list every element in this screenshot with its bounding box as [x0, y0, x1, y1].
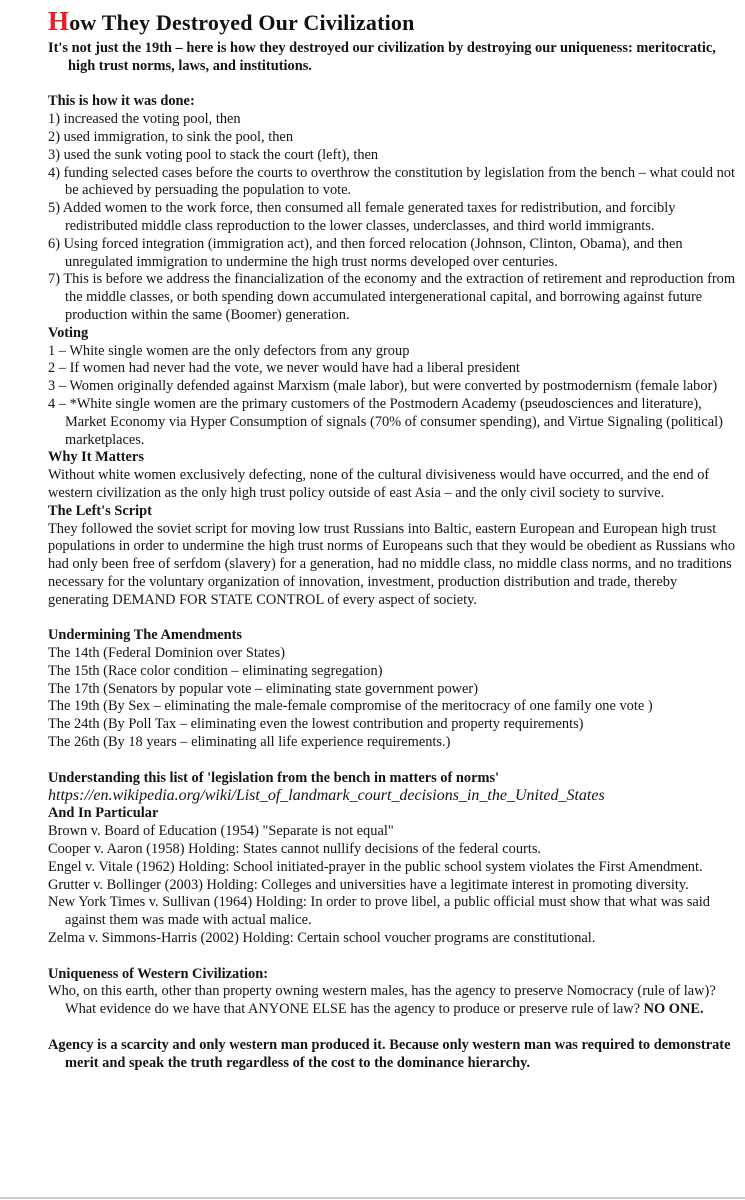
page-title	[48, 7, 736, 37]
heading-how-it-was-done: This is how it was done:	[48, 93, 195, 110]
heading-amendments: Undermining The Amendments	[48, 627, 243, 644]
case-item-cooper: Cooper v. Aaron (1958) Holding: States cannot nullify decisions of the federal courts.	[48, 841, 542, 858]
uniqueness-paragraph	[48, 983, 736, 1019]
amendment-item-17th: The 17th (Senators by popular vote – eliminating state government power)	[48, 680, 479, 697]
intro-paragraph: It's not just the 19th – here is how they destroyed our civilization by destroying our uniqueness: meritocratic, high trust norms, laws, and institutions.	[48, 40, 716, 74]
heading-and-in-particular: And In Particular	[48, 805, 159, 822]
amendment-item-26th: The 26th (By 18 years – eliminating all life experience requirements.)	[48, 734, 451, 751]
heading-voting: Voting	[48, 324, 89, 341]
lefts-script-paragraph: They followed the soviet script for moving low trust Russians into Baltic, eastern European and European high trust populations in order to undermine the high trust norms of Europeans such that they would be obedient as Russians who had only been free of serfdom (slavery) for a generation, had no middle class, no middle class norms, and no traditions necessary for the voluntary organization of innovation, investment, production distribution and trade, thereby generating DEMAND FOR STATE CONTROL of every aspect of society.	[48, 520, 736, 608]
amendment-item-24th: The 24th (By Poll Tax – eliminating even the lowest contribution and property requirements)	[48, 716, 584, 733]
amendment-item-15th: The 15th (Race color condition – eliminating segregation)	[48, 662, 383, 679]
bottom-divider	[0, 1197, 745, 1199]
case-item-nyt: New York Times v. Sullivan (1964) Holding: In order to prove libel, a public official must show that what was said against them was made with actual malice.	[48, 894, 710, 929]
heading-understanding: Understanding this list of 'legislation from the bench in matters of norms'	[48, 769, 500, 786]
wikipedia-link[interactable]: https://en.wikipedia.org/wiki/List_of_landmark_court_decisions_in_the_United_States	[48, 787, 605, 805]
uniqueness-emphasis: NO ONE.	[643, 1001, 704, 1018]
why-it-matters-paragraph: Without white women exclusively defecting, none of the cultural divisiveness would have occurred, and the end of western civilization as the only high trust policy outside of east Asia – and the only civil society to survive.	[48, 467, 710, 501]
done-item-4: 4) funding selected cases before the courts to overthrow the constitution by legislation from the bench – what could not be achieved by persuading the population to vote.	[48, 164, 735, 199]
done-item-7: 7) This is before we address the financialization of the economy and the extraction of retirement and reproduction from the middle classes, or both spending down accumulated intergenerational capital, and borrowing against future production within the same (Boomer) generation.	[48, 271, 736, 323]
closing-paragraph: Agency is a scarcity and only western man produced it. Because only western man was required to demonstrate merit and speak the truth regardless of the cost to the dominance hierarchy.	[48, 1036, 731, 1071]
done-item-3: 3) used the sunk voting pool to stack the court (left), then	[48, 146, 379, 163]
done-item-1: 1) increased the voting pool, then	[48, 111, 241, 128]
amendment-item-19th: The 19th (By Sex – eliminating the male-female compromise of the meritocracy of one family one vote )	[48, 698, 653, 715]
done-item-6: 6) Using forced integration (immigration act), and then forced relocation (Johnson, Clinton, Obama), and then unregulated immigration to undermine the high trust norms developed over centuries.	[48, 235, 683, 270]
heading-lefts-script: The Left's Script	[48, 502, 152, 519]
amendment-item-14th: The 14th (Federal Dominion over States)	[48, 645, 285, 662]
voting-item-2: 2 – If women had never had the vote, we never would have had a liberal president	[48, 360, 520, 377]
case-item-brown: Brown v. Board of Education (1954) "Separate is not equal"	[48, 823, 394, 840]
title-text: ow They Destroyed Our Civilization	[69, 10, 415, 35]
done-item-2: 2) used immigration, to sink the pool, then	[48, 128, 294, 145]
done-item-5: 5) Added women to the work force, then consumed all female generated taxes for redistribution, and forcibly redistributed middle class reproduction to the lower classes, underclasses, and third world immigrants.	[48, 200, 676, 234]
title-drop-cap: H	[48, 6, 70, 36]
heading-why-it-matters: Why It Matters	[48, 449, 144, 466]
heading-uniqueness: Uniqueness of Western Civilization:	[48, 965, 268, 982]
voting-item-3: 3 – Women originally defended against Marxism (male labor), but were converted by postmodernism (female labor)	[48, 378, 718, 395]
voting-item-4: 4 – *White single women are the primary customers of the Postmodern Academy (pseudosciences and literature), Market Economy via Hyper Consumption of signals (70% of consumer spending), and Virtue Signaling (political) marketplaces.	[48, 395, 723, 448]
voting-item-1: 1 – White single women are the only defectors from any group	[48, 342, 410, 359]
uniqueness-text: Who, on this earth, other than property owning western males, has the agency to preserve Nomocracy (rule of law)? What evidence do we have that ANYONE ELSE has the agency to produce or preserve rule of law?	[48, 983, 716, 1018]
case-item-engel: Engel v. Vitale (1962) Holding: School initiated-prayer in the public school system violates the First Amendment.	[48, 858, 703, 875]
case-item-zelma: Zelma v. Simmons-Harris (2002) Holding: Certain school voucher programs are constitutional.	[48, 930, 596, 947]
case-item-grutter: Grutter v. Bollinger (2003) Holding: Colleges and universities have a legitimate interest in promoting diversity.	[48, 876, 689, 893]
